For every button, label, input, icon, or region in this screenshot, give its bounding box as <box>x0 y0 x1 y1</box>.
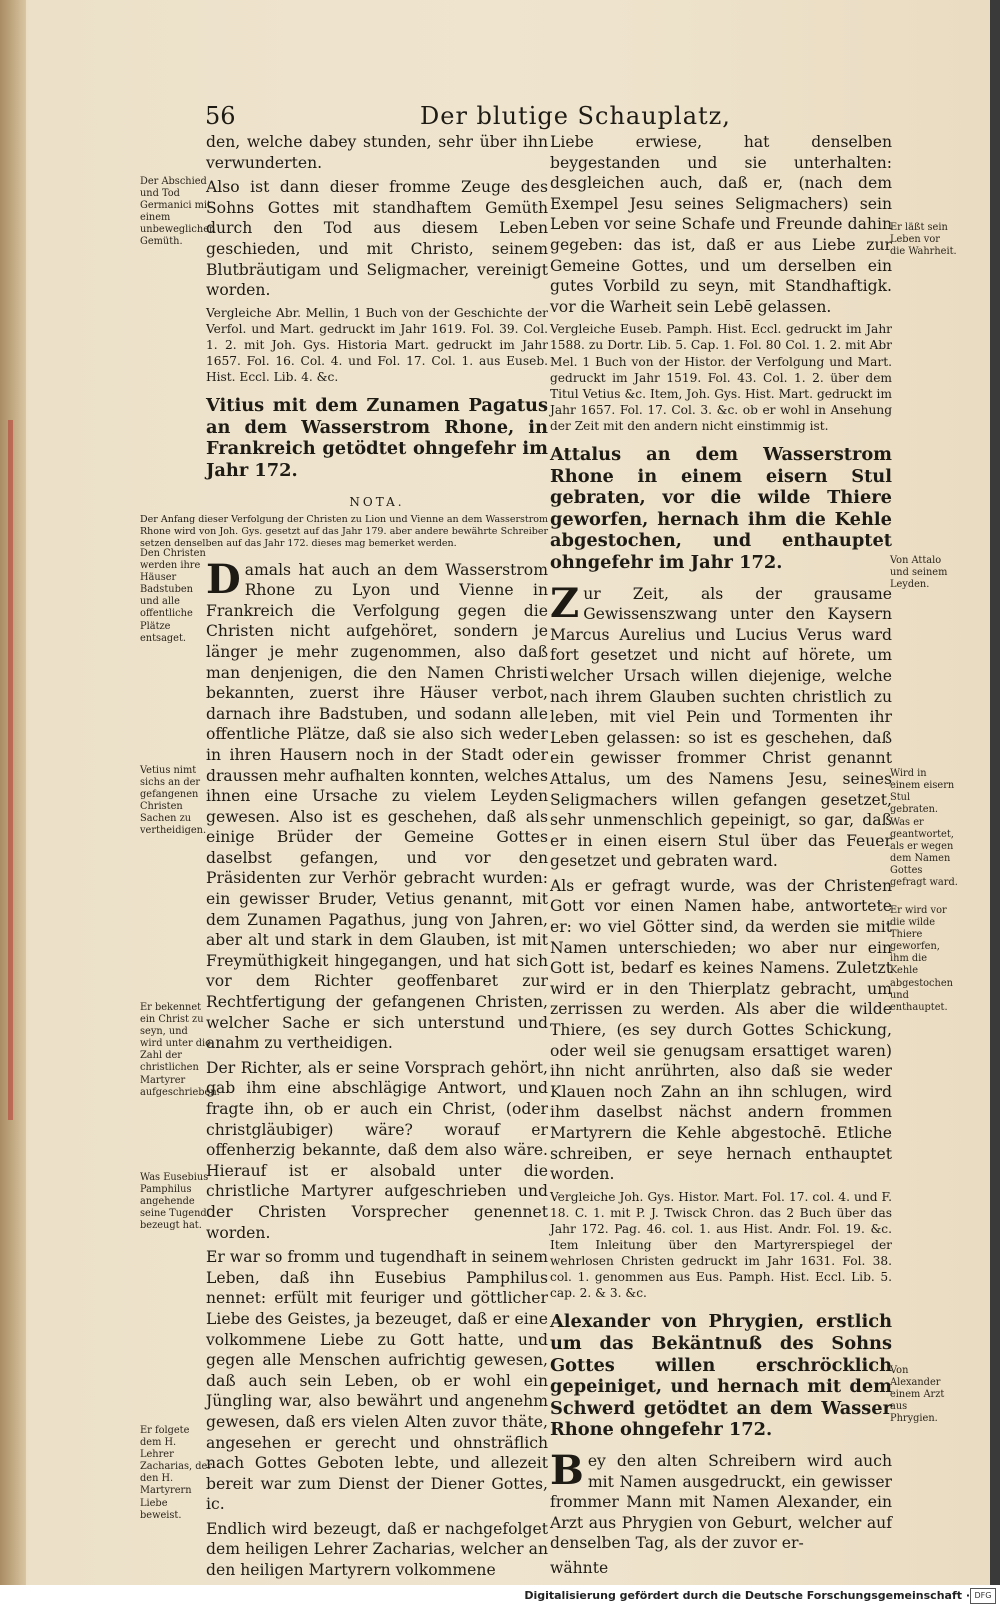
paragraph: Also ist dann dieser fromme Zeuge des Sohns Gottes mit standhaftem Gemüth durch den Tod aus diesem Leben geschieden, und mit Christo, seinem Blutbräutigam und Seligmacher, vereinigt worden. <box>206 178 548 300</box>
citation: Vergleiche Joh. Gys. Histor. Mart. Fol. 17. col. 4. und F. 18. C. 1. mit P. J. Twisck Chron. das 2 Buch über das Jahr 172. Pag. 46. col. 1. aus Hist. Andr. Fol. 19. &c. Item Inleitung über den Martyrerspiegel der wehrlosen Christen gedruckt im Jahr 1631. Fol. 38. col. 1. genommen aus Eus. Pamph. Hist. Eccl. Lib. 5. cap. 2. & 3. &c. <box>550 1189 892 1301</box>
margin-note: Was Eusebius Pamphilus angehende seine Tugend bezeugt hat. <box>140 1172 209 1232</box>
margin-note: Wird in einem eisern Stul gebraten. <box>890 768 955 816</box>
binding-edge-stain <box>8 420 13 1120</box>
paragraph-text: ur Zeit, als der grausame Gewissenszwang unter den Kaysern Marcus Aurelius und Lucius Verus ward fort gesetzet und nicht auf hörete, um welcher Ursach willen diejenige, welche nach ihrem Glauben suchten christlich zu leben, mit viel Pein und Tormenten ihr Leben gelassen: so ist es geschehen, daß ein gewisser frommer Christ genannt Attalus, um des Namens Jesu, seines Seligmachers willen gefangen gesetzet, sehr unmenschlich gepeinigt, so gar, daß er in einen eisern Stul über das Feuer gesetzet und gebraten ward. <box>550 584 892 871</box>
margin-note: Den Christen werden ihre Häuser Badstuben und alle offentliche Plätze entsaget. <box>140 548 206 644</box>
paragraph: Der Richter, als er seine Vorsprach gehört, gab ihm eine abschlägige Antwort, und fragte ihn, ob er auch ein Christ, (oder christgläubiger) wäre? worauf er offenherzig bekannte, daß dem also wäre. Hierauf ist er alsobald unter die christliche Martyrer aufgeschrieben und der Christen Vorsprecher genennet worden. <box>206 1058 548 1242</box>
catchword: wähnte <box>550 1558 609 1577</box>
margin-note: Der Abschied und Tod Germanici mit einem unbeweglichen Gemüth. <box>140 176 216 248</box>
margin-note: Vetius nimt sichs an der gefangenen Christen Sachen zu vertheidigen. <box>140 765 207 837</box>
book-binding <box>0 0 26 1585</box>
drop-cap: D <box>206 555 241 603</box>
paragraph-text: ey den alten Schreibern wird auch mit Namen ausgedruckt, ein gewisser frommer Mann mit Namen Alexander, ein Arzt aus Phrygien von Geburt, welcher auf denselben Tag, als der zuvor er- <box>550 1452 892 1553</box>
drop-cap: B <box>550 1447 584 1494</box>
margin-note: Von Alexander einem Arzt aus Phrygien. <box>890 1365 945 1425</box>
page-header <box>205 102 885 132</box>
nota-title: NOTA. <box>349 494 405 509</box>
section-heading: Vitius mit dem Zunamen Pagatus an dem Wasserstrom Rhone, in Frankreich getödtet ohngefehr im Jahr 172. <box>206 395 548 481</box>
section-heading: Attalus an dem Wasserstrom Rhone in einem eisern Stul gebraten, vor die wilde Thiere geworfen, hernach ihm die Kehle abgestochen, und enthauptet ohngefehr im Jahr 172. <box>550 444 892 573</box>
dfg-logo-icon: DFG <box>970 1588 996 1604</box>
margin-note: Er folgete dem H. Lehrer Zacharias, der den H. Martyrern Liebe beweist. <box>140 1425 212 1521</box>
paragraph <box>550 1447 892 1554</box>
right-column <box>550 132 892 1579</box>
footer-bar <box>0 1585 1000 1607</box>
margin-note: Was er geantwortet, als er wegen dem Namen Gottes gefragt ward. <box>890 817 958 889</box>
citation: Vergleiche Abr. Mellin, 1 Buch von der Geschichte der Verfol. und Mart. gedruckt im Jahr 1619. Fol. 39. Col. 1. 2. mit Joh. Gys. Historia Mart. gedruckt im Jahr 1657. Fol. 16. Col. 4. und Fol. 17. Col. 1. aus Euseb. Hist. Eccl. Lib. 4. &c. <box>206 305 548 385</box>
drop-cap: Z <box>550 579 580 627</box>
nota-text: Der Anfang dieser Verfolgung der Christen zu Lion und Vienne an dem Wasserstrom Rhone wird von Joh. Gys. gesetzt auf das Jahr 179. aber andere bewährte Schreiber setzen denselben auf das Jahr 172. dieses mag bemerket werden. <box>140 514 548 549</box>
margin-note: Er bekennet ein Christ zu seyn, und wird unter die Zahl der christlichen Martyrer aufgeschrieben. <box>140 1002 220 1098</box>
margin-note: Er läßt sein Leben vor die Wahrheit. <box>890 222 957 258</box>
funding-credit: Digitalisierung gefördert durch die Deutsche Forschungsgemeinschaft · <box>524 1589 970 1602</box>
citation: Vergleiche Euseb. Pamph. Hist. Eccl. gedruckt im Jahr 1588. zu Dortr. Lib. 5. Cap. 1. Fol. 80 Col. 1. 2. mit Abr Mel. 1 Buch von der Histor. der Verfolgung und Mart. gedruckt im Jahr 1519. Fol. 43. Col. 1. 2. über dem Titul Vetius &c. Item, Joh. Gys. Hist. Mart. gedruckt im Jahr 1657. Fol. 17. Col. 3. &c. ob er wohl in Ansehung der Zeit mit den andern nicht einstimmig ist. <box>550 322 892 433</box>
running-title: Der blutige Schauplatz, <box>420 102 731 130</box>
paragraph: Endlich wird bezeugt, daß er nachgefolget dem heiligen Lehrer Zacharias, welcher an den heiligen Martyrern volkommene <box>206 1519 548 1580</box>
paragraph: Als er gefragt wurde, was der Christen Gott vor einen Namen habe, antwortete er: wo viel Götter sind, da werden sie mit Namen unterschieden; wo aber nur ein Gott ist, bedarf es keines Namens. Zuletzt wird er in den Thierplatz gebracht, um zerrissen zu werden. Als aber die wilde Thiere, (es sey durch Gottes Schickung, oder weil sie genugsam ersattiget waren) ihn nicht anrührten, also daß sie weder Klauen noch Zahn an ihn schlugen, wird ihm daselbst nächst andern frommen Martyrern die Kehle abgestochē. Etliche schreiben, er seye hernach enthauptet worden. <box>550 876 892 1184</box>
paragraph: Er war so fromm und tugendhaft in seinem Leben, daß ihn Eusebius Pamphilus nennet: erfült mit feuriger und göttlicher Liebe des Geistes, ja bezeuget, daß er eine volkommene Liebe zu Gott hatte, und gegen alle Menschen aufrichtig gewesen, daß auch sein Leben, ob er wohl ein Jüngling war, also bewährt und angenehm gewesen, daß ers vielen Alten zuvor thäte, angesehen er gerecht und ohnsträflich nach Gottes Geboten lebte, und allezeit bereit war zum Dienst der Diener Gottes, ic. <box>206 1248 548 1514</box>
margin-note: Er wird vor die wilde Thiere geworfen, ihm die Kehle abgestochen und enthauptet. <box>890 905 953 1013</box>
margin-note: Von Attalo und seinem Leyden. <box>890 555 948 591</box>
paragraph <box>550 579 892 872</box>
paragraph: den, welche dabey stunden, sehr über ihn verwunderten. <box>206 133 548 172</box>
paragraph <box>206 555 548 1054</box>
page-number: 56 <box>205 102 236 130</box>
paragraph-text: amals hat auch an dem Wasserstrom Rhone zu Lyon und Vienne in Frankreich die Verfolgung gegen die Christen nicht aufgehöret, sondern je länger je mehr zugenommen, also daß man denjenigen, die den Namen Christi bekannten, zuerst ihre Häuser verbot, darnach ihre Badstuben, und sodann alle offentliche Plätze, daß sie also sich weder in ihren Hausern noch in der Stadt oder draussen mehr aufhalten konnten, welches ihnen eine Ursache zu vielem Leyden gewesen. Also ist es geschehen, daß als einige Brüder der Gemeine Gottes daselbst gefangen, und vor den Präsidenten zur Verhör gebracht wurden: ein gewisser Bruder, Vetius genannt, mit dem Zunamen Pagathus, jung von Jahren, aber alt und stark in dem Glauben, ist mit Freymüthigkeit hingegangen, und hat sich vor dem Richter geoffenbaret zur Rechtfertigung der gefangenen Christen, welcher Sache er sich unterstund und anahm zu vertheidigen. <box>206 560 548 1053</box>
section-heading: Alexander von Phrygien, erstlich um das Bekäntnuß des Sohns Gottes willen erschröcklich gepeiniget, und hernach mit dem Schwerd getödtet an dem Wasser Rhone ohngefehr 172. <box>550 1311 892 1441</box>
paragraph: Liebe erwiese, hat denselben beygestanden und sie unterhalten: desgleichen auch, daß er, (nach dem Exempel Jesu seines Seligmachers) sein Leben vor seine Schafe und Freunde dahin gegeben: das ist, daß er aus Liebe zur Gemeine Gottes, und um derselben ein gutes Vorbild zu seyn, mit Standhaftigk. vor die Warheit sein Lebē gelassen. <box>550 133 892 316</box>
